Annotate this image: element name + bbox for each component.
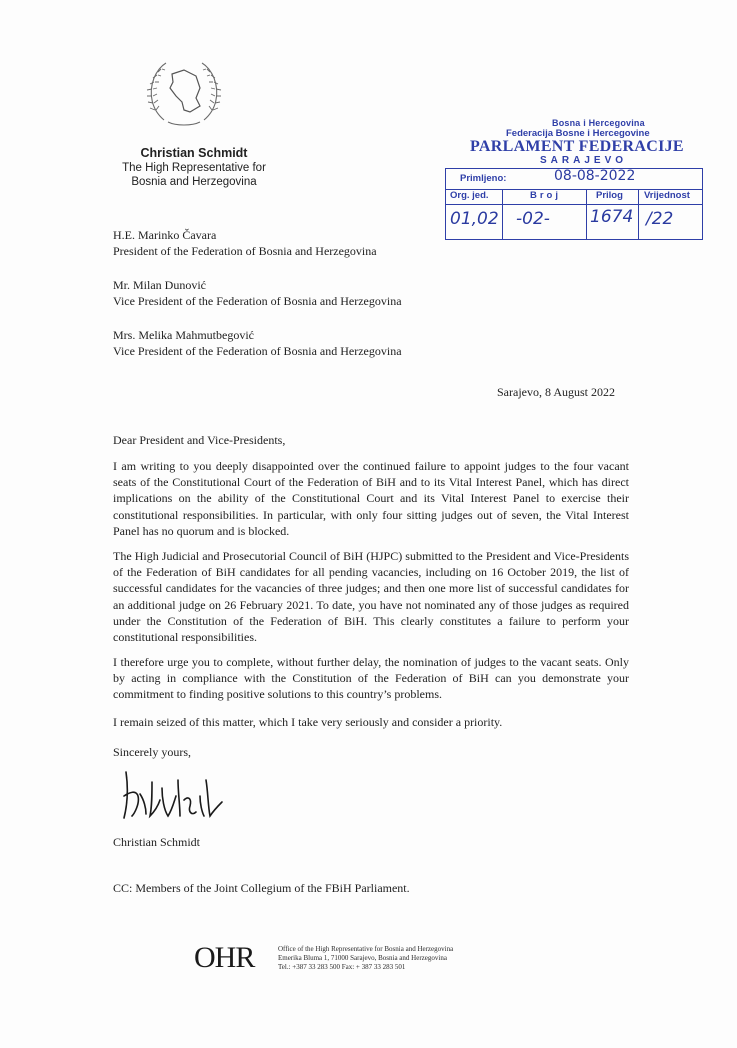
footer-address: [278, 945, 453, 972]
stamp-header-row: [446, 189, 702, 205]
stamp-received-label: Primljeno:: [460, 173, 507, 184]
letter-date: Sarajevo, 8 August 2022: [497, 385, 615, 399]
stamp-received-value: 08-08-2022: [554, 168, 636, 184]
handwritten-signature: [118, 766, 228, 826]
sender-role-line2: Bosnia and Herzegovina: [131, 176, 257, 188]
stamp-prilog-label: Prilog: [596, 190, 623, 201]
recipient: [113, 327, 402, 359]
body-paragraph: The High Judicial and Prosecutorial Council of BiH (HJPC) submitted to the President and Vice-Presidents of the Federation of BiH candidates for all pending vacancies, including on 16 October 2019, the list of successful candidates for the vacancies of three judges; and then one more list of successful candidates for an additional judge on 26 February 2021. To date, you have not nominated any of those judges as required under the Constitution of the Federation of BiH. This clearly constitutes a failure to perform your constitutional responsibilities.: [113, 549, 629, 645]
signer-name: Christian Schmidt: [113, 835, 200, 849]
stamp-box: [445, 168, 703, 240]
stamp-org-label: Org. jed.: [450, 190, 489, 201]
footer-line: Tel.: +387 33 283 500 Fax: + 387 33 283 501: [278, 963, 406, 971]
recipient-name: Mr. Milan Dunović: [113, 278, 206, 292]
recipient-name: Mrs. Melika Mahmutbegović: [113, 328, 254, 342]
recipient-title: Vice President of the Federation of Bosnia and Herzegovina: [113, 294, 402, 308]
stamp-vrijednost-value: /22: [646, 209, 674, 229]
body-paragraph: I therefore urge you to complete, without further delay, the nomination of judges to the vacant seats. Only by acting in compliance with the Constitution of the Federation of BiH can you demonstrate your commitment to finding positive solutions to this country’s problems.: [113, 655, 629, 702]
body-paragraph: I remain seized of this matter, which I take very seriously and consider a priority.: [113, 715, 503, 729]
stamp-line2: Federacija Bosne i Hercegovine: [506, 128, 650, 139]
cc-line: CC: Members of the Joint Collegium of the FBiH Parliament.: [113, 881, 410, 895]
salutation: Dear President and Vice-Presidents,: [113, 433, 286, 447]
stamp-divider: [586, 189, 587, 239]
sender-block: [108, 146, 280, 189]
body-paragraph: I am writing to you deeply disappointed over the continued failure to appoint judges to the four vacant seats of the Constitutional Court of the Federation of BiH and to its Vital Interest Panel, which has direct implications on the ability of the Constitutional Court and its Vital Interest Panel to exercise their constitutional responsibilities. In particular, with only four sitting judges out of seven, the Vital Interest Panel has no quorum and is blocked.: [113, 459, 629, 538]
stamp-divider: [638, 189, 639, 239]
sender-name: Christian Schmidt: [140, 146, 248, 160]
stamp-divider: [502, 189, 503, 239]
footer: [194, 942, 554, 978]
footer-line: Emerika Bluma 1, 71000 Sarajevo, Bosnia and Herzegovina: [278, 954, 447, 962]
stamp-received-row: [446, 169, 702, 190]
closing: Sincerely yours,: [113, 745, 191, 759]
stamp-line3: PARLAMENT FEDERACIJE: [470, 138, 684, 155]
stamp-line4: SARAJEVO: [540, 155, 628, 166]
recipients-block: [113, 227, 402, 377]
stamp-vrijednost-label: Vrijednost: [644, 190, 690, 201]
stamp-prilog-value: 1674: [590, 207, 634, 227]
stamp-org-value: 01,02: [450, 209, 499, 229]
sender-role-line1: The High Representative for: [122, 162, 266, 174]
footer-line: Office of the High Representative for Bosnia and Herzegovina: [278, 945, 454, 953]
registry-stamp: [440, 116, 702, 244]
stamp-broj-value: -02-: [516, 209, 550, 229]
stamp-broj-label: Broj: [530, 190, 561, 201]
ohr-logo: OHR: [194, 941, 255, 974]
recipient-name: H.E. Marinko Čavara: [113, 228, 217, 242]
stamp-line1: Bosna i Hercegovina: [552, 118, 645, 128]
recipient: [113, 227, 402, 259]
recipient-title: Vice President of the Federation of Bosnia and Herzegovina: [113, 344, 402, 358]
ohr-emblem-icon: [146, 58, 222, 130]
recipient-title: President of the Federation of Bosnia and Herzegovina: [113, 244, 377, 258]
recipient: [113, 277, 402, 309]
